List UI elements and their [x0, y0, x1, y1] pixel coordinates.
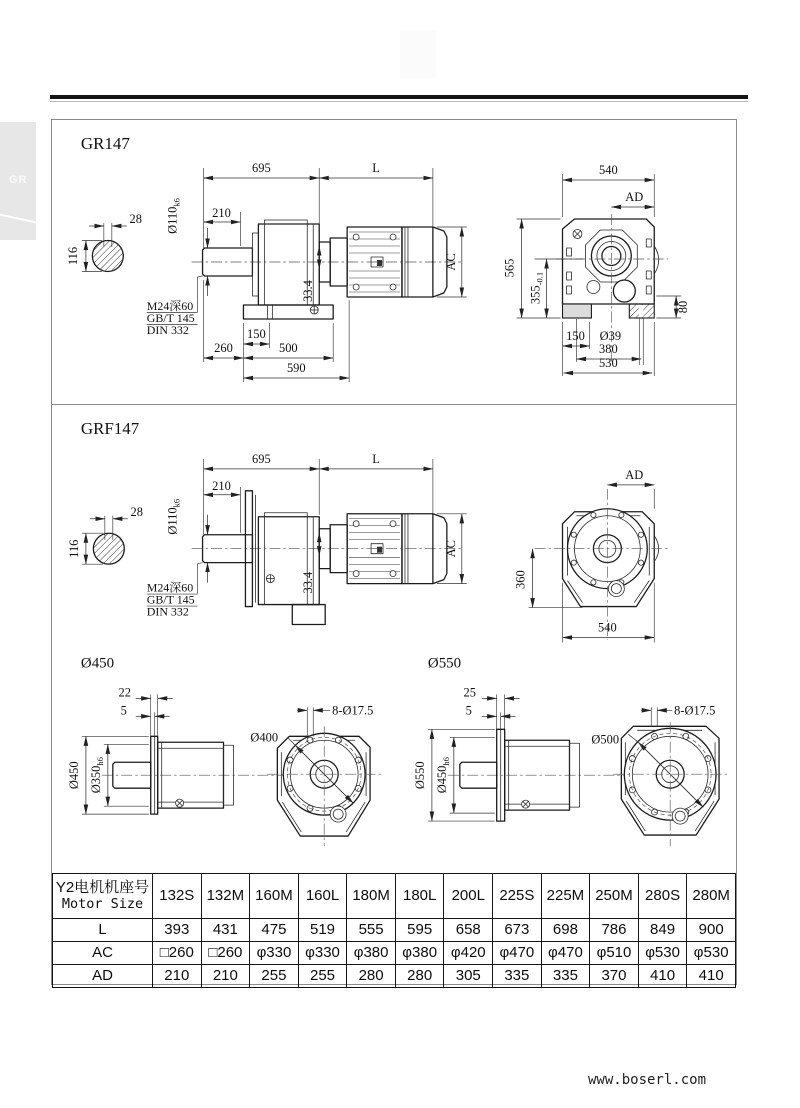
cell: 786	[590, 919, 639, 942]
dim-116-f: 116	[66, 539, 81, 558]
dim-5b: 5	[465, 703, 472, 718]
dim-AC: AC	[443, 253, 458, 271]
dim-o550: Ø550	[412, 761, 427, 790]
cell: 658	[444, 919, 493, 942]
dim-o500: Ø500	[591, 732, 620, 747]
screw-symbol-450	[176, 799, 184, 807]
note-din: DIN 332	[146, 322, 189, 338]
cell: 475	[250, 919, 299, 942]
cell: 595	[395, 919, 444, 942]
cell: 519	[298, 919, 347, 942]
dim-o350h6: $Ø350_{h6}$	[88, 757, 105, 794]
cell: 305	[444, 965, 493, 988]
cell: 210	[201, 965, 250, 988]
dim-L-f: L	[372, 451, 380, 466]
cell: 210	[153, 965, 202, 988]
note-gbt-f: GB/T 145	[146, 592, 195, 607]
col-160M: 160M	[250, 874, 299, 919]
cell: φ510	[590, 942, 639, 965]
spec-table	[52, 873, 736, 988]
flange550-side-view	[413, 685, 648, 821]
cell: 280	[347, 965, 396, 988]
cell: 280	[395, 965, 444, 988]
row-label-L: L	[53, 919, 153, 942]
note-gbt: GB/T 145	[146, 310, 195, 326]
cell: 673	[493, 919, 542, 942]
screw-symbol	[573, 230, 582, 239]
col-280M: 280M	[687, 874, 736, 919]
cell: 849	[638, 919, 687, 942]
dim-25: 25	[463, 685, 477, 700]
col-160L: 160L	[298, 874, 347, 919]
col-180M: 180M	[347, 874, 396, 919]
side-tab-slash	[0, 213, 36, 226]
row-label-AC: AC	[53, 942, 153, 965]
note-tap-f: M24深60	[146, 580, 194, 595]
watermark	[400, 30, 436, 78]
dim-210: 210	[212, 205, 231, 221]
cell: 431	[201, 919, 250, 942]
dim-o39: Ø39	[599, 328, 622, 344]
col-200L: 200L	[444, 874, 493, 919]
table-row-AC	[53, 942, 736, 965]
dim-8-o17-5b: 8-Ø17.5	[674, 703, 716, 718]
cell: 255	[298, 965, 347, 988]
grf147-side-view	[147, 452, 467, 625]
flange450-front-view	[250, 703, 381, 846]
col-132S: 132S	[153, 874, 202, 919]
gr147-rear-view	[503, 163, 690, 376]
cell: 698	[541, 919, 590, 942]
col-225M: 225M	[541, 874, 590, 919]
cell: 255	[250, 965, 299, 988]
dim-o450: Ø450	[66, 761, 81, 790]
dim-o400: Ø400	[250, 730, 279, 745]
cell: 410	[638, 965, 687, 988]
grf147-flange-drawing	[52, 405, 736, 874]
cell: 555	[347, 919, 396, 942]
dim-L: L	[372, 160, 380, 176]
cell: φ330	[250, 942, 299, 965]
dim-shaft-dia116: 116	[65, 246, 80, 266]
dim-shaft-dia-f: $Ø110_{k6}$	[165, 498, 182, 535]
table-row-L	[53, 919, 736, 942]
col-250M: 250M	[590, 874, 639, 919]
col-225S: 225S	[493, 874, 542, 919]
dim-540: 540	[599, 162, 618, 178]
cell: φ530	[687, 942, 736, 965]
cell: φ470	[493, 942, 542, 965]
dim-360: 360	[513, 570, 528, 589]
dim-355: $355_{-0.1}$	[528, 271, 545, 305]
screw-symbol-550	[522, 800, 530, 808]
dim-260: 260	[214, 340, 233, 356]
dim-AD: AD	[625, 189, 644, 205]
note-din-f: DIN 332	[146, 604, 189, 619]
dim-530: 530	[599, 355, 618, 371]
content-frame	[51, 119, 737, 985]
side-tab	[0, 122, 36, 240]
flange550-title: Ø550	[427, 655, 462, 672]
flange450-side-view	[67, 685, 301, 814]
row-label-AD: AD	[53, 965, 153, 988]
flange550-front-view	[591, 703, 728, 846]
dim-150-rear: 150	[566, 328, 585, 344]
cell: φ380	[395, 942, 444, 965]
cell: 900	[687, 919, 736, 942]
table-header-row	[53, 874, 736, 919]
dim-565: 565	[502, 258, 517, 278]
dim-5: 5	[120, 703, 127, 718]
col-180L: 180L	[395, 874, 444, 919]
dim-695-f: 695	[252, 451, 271, 466]
dim-o450h6: $Ø450_{h6}$	[434, 757, 451, 794]
top-rule-thick	[50, 95, 748, 99]
position-symbol-f	[266, 575, 274, 583]
dim-shaft-dia: $Ø110_{k6}$	[165, 198, 182, 234]
dim-key-width-f: 28	[130, 504, 143, 519]
table-row-AD	[53, 965, 736, 988]
dim-80: 80	[676, 300, 691, 314]
gr147-side-view	[147, 161, 467, 382]
dim-8-o17-5: 8-Ø17.5	[332, 703, 374, 718]
position-symbol	[310, 306, 318, 314]
cell: φ530	[638, 942, 687, 965]
cell: □260	[153, 942, 202, 965]
gr147-shaft-section	[66, 212, 142, 272]
dim-380: 380	[599, 341, 618, 357]
dim-key-width: 28	[129, 211, 142, 227]
cell: □260	[201, 942, 250, 965]
cell: 335	[541, 965, 590, 988]
dim-210-f: 210	[212, 478, 231, 493]
col-280S: 280S	[638, 874, 687, 919]
cell: φ420	[444, 942, 493, 965]
dim-695: 695	[252, 160, 271, 176]
top-rule-thin	[50, 101, 748, 102]
dim-500: 500	[278, 340, 298, 356]
cell: 335	[493, 965, 542, 988]
grf147-shaft-section	[67, 505, 143, 564]
cell: φ470	[541, 942, 590, 965]
cell: φ380	[347, 942, 396, 965]
footer-url: www.boserl.com	[588, 1072, 707, 1088]
grf147-rear-view	[514, 468, 671, 643]
dim-22: 22	[118, 685, 132, 700]
dim-590: 590	[286, 360, 306, 376]
note-tap: M24深60	[146, 298, 194, 314]
gr147-drawing	[52, 120, 736, 404]
dim-33-4: 33.4	[301, 280, 316, 302]
dim-33-4-f: 33.4	[301, 571, 316, 594]
cell: 370	[590, 965, 639, 988]
side-tab-label: GR	[9, 174, 28, 186]
cell: 410	[687, 965, 736, 988]
gr147-title: GR147	[80, 133, 130, 154]
dim-150: 150	[247, 326, 266, 342]
flange450-title: Ø450	[80, 655, 115, 672]
header-motor-size: Y2电机机座号 Motor Size	[53, 874, 153, 919]
dim-540-f: 540	[598, 620, 617, 635]
cell: φ330	[298, 942, 347, 965]
cell: 393	[153, 919, 202, 942]
col-132M: 132M	[201, 874, 250, 919]
dim-AC-f: AC	[443, 540, 458, 558]
dim-AD-f: AD	[625, 467, 644, 482]
spec-table-wrap	[52, 873, 736, 984]
grf147-title: GRF147	[80, 418, 140, 438]
